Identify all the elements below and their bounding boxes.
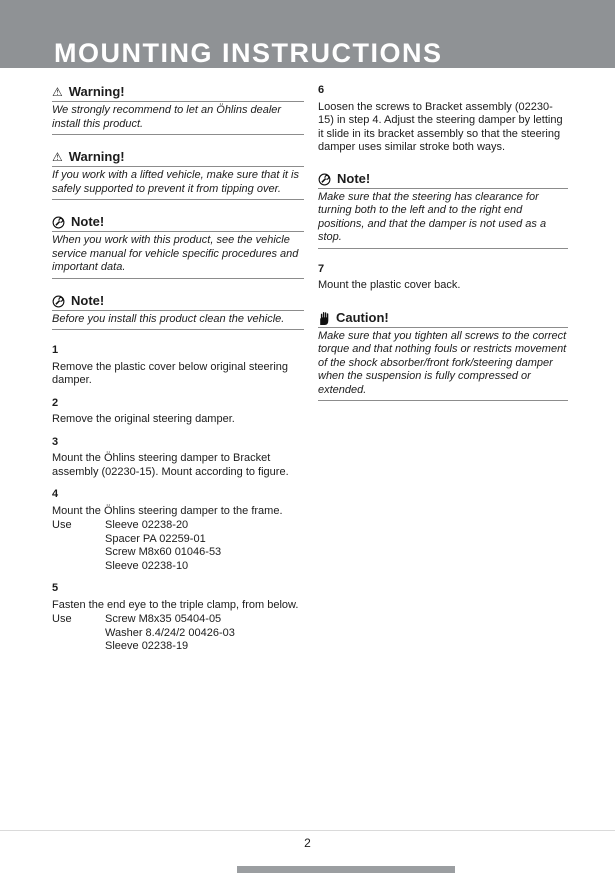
hand-stop-icon xyxy=(318,311,330,325)
callout-title: Warning! xyxy=(68,149,125,164)
step-text: Loosen the screws to Bracket assembly (02230-15) in step 4. Adjust the steering damper by letting it slide in its bracket assembly so that the steering damper uses similar stroke both ways. xyxy=(318,100,563,153)
header-band xyxy=(0,0,615,68)
use-item: Screw M8x35 05404-05 xyxy=(105,613,222,625)
note-heading xyxy=(52,214,304,232)
step-text: Fasten the end eye to the triple clamp, from below. xyxy=(52,598,299,611)
note-section xyxy=(318,171,568,249)
wrench-circle-icon xyxy=(52,295,65,308)
warning-heading xyxy=(52,149,304,167)
callout-body: When you work with this product, see the vehicle service manual for vehicle specific procedures and important data. xyxy=(52,232,304,279)
callout-body: Make sure that the steering has clearance for turning both to the left and to the right end positions, and that the damper is not used as a stop. xyxy=(318,189,568,249)
callout-body: Make sure that you tighten all screws to the correct torque and that nothing fouls or restricts movement of the shock absorber/front fork/steering damper when the suspension is fully compressed or extended. xyxy=(318,328,568,402)
use-item: Screw M8x60 01046-53 xyxy=(105,546,222,558)
step-text: Mount the Öhlins steering damper to the frame. xyxy=(52,504,283,517)
note-heading xyxy=(52,293,304,311)
use-item: Sleeve 02238-19 xyxy=(105,640,189,652)
use-items xyxy=(105,519,304,573)
use-label: Use xyxy=(52,519,72,531)
callout-body: Before you install this product clean the vehicle. xyxy=(52,311,304,331)
right-column xyxy=(318,84,568,415)
step-5 xyxy=(52,582,304,654)
page-number: 2 xyxy=(304,836,311,850)
step-number: 7 xyxy=(318,262,325,275)
note-section xyxy=(52,293,304,331)
note-section xyxy=(52,214,304,279)
use-item: Sleeve 02238-10 xyxy=(105,559,189,572)
callout-title: Note! xyxy=(71,292,105,308)
warning-triangle-icon: ⚠ xyxy=(52,85,63,99)
callout-body: If you work with a lifted vehicle, make sure that it is safely supported to prevent it from tipping over. xyxy=(52,167,304,200)
step-number: 6 xyxy=(318,84,325,96)
callout-title: Note! xyxy=(71,214,105,229)
use-label: Use xyxy=(52,613,72,625)
warning-section xyxy=(52,84,304,135)
step-number: 5 xyxy=(52,582,59,594)
use-parts-list xyxy=(52,613,304,654)
step-number: 1 xyxy=(52,344,59,356)
note-heading xyxy=(318,171,568,189)
use-item: Washer 8.4/24/2 00426-03 xyxy=(105,626,235,639)
step-number: 4 xyxy=(52,488,59,500)
step-text: Mount the plastic cover back. xyxy=(318,279,461,291)
step-4 xyxy=(52,488,304,573)
left-column xyxy=(52,84,304,654)
warning-triangle-icon: ⚠ xyxy=(52,150,63,164)
warning-heading xyxy=(52,84,304,102)
caution-section xyxy=(318,310,568,402)
step-text: Remove the original steering damper. xyxy=(52,413,235,425)
warning-section xyxy=(52,149,304,200)
use-item: Sleeve 02238-20 xyxy=(105,519,189,531)
step-text: Mount the Öhlins steering damper to Bracket assembly (02230-15). Mount according to figure. xyxy=(52,452,289,478)
step-1 xyxy=(52,344,304,388)
caution-heading xyxy=(318,310,568,328)
wrench-circle-icon xyxy=(318,173,331,186)
callout-title: Caution! xyxy=(336,309,389,325)
footer-divider xyxy=(0,830,615,831)
bottom-gray-bar xyxy=(237,866,455,873)
callout-title: Note! xyxy=(337,170,371,186)
use-items xyxy=(105,613,304,654)
callout-title: Warning! xyxy=(68,84,125,99)
use-item: Spacer PA 02259-01 xyxy=(105,532,206,545)
step-number: 3 xyxy=(52,435,59,448)
step-2 xyxy=(52,397,304,427)
wrench-circle-icon xyxy=(52,216,65,229)
page-title: MOUNTING INSTRUCTIONS xyxy=(54,38,443,68)
step-3 xyxy=(52,436,304,480)
step-number: 2 xyxy=(52,396,59,409)
step-text: Remove the plastic cover below original steering damper. xyxy=(52,360,289,386)
step-7 xyxy=(318,263,568,293)
callout-body: We strongly recommend to let an Öhlins dealer install this product. xyxy=(52,102,304,135)
step-6 xyxy=(318,84,568,155)
use-parts-list xyxy=(52,519,304,573)
